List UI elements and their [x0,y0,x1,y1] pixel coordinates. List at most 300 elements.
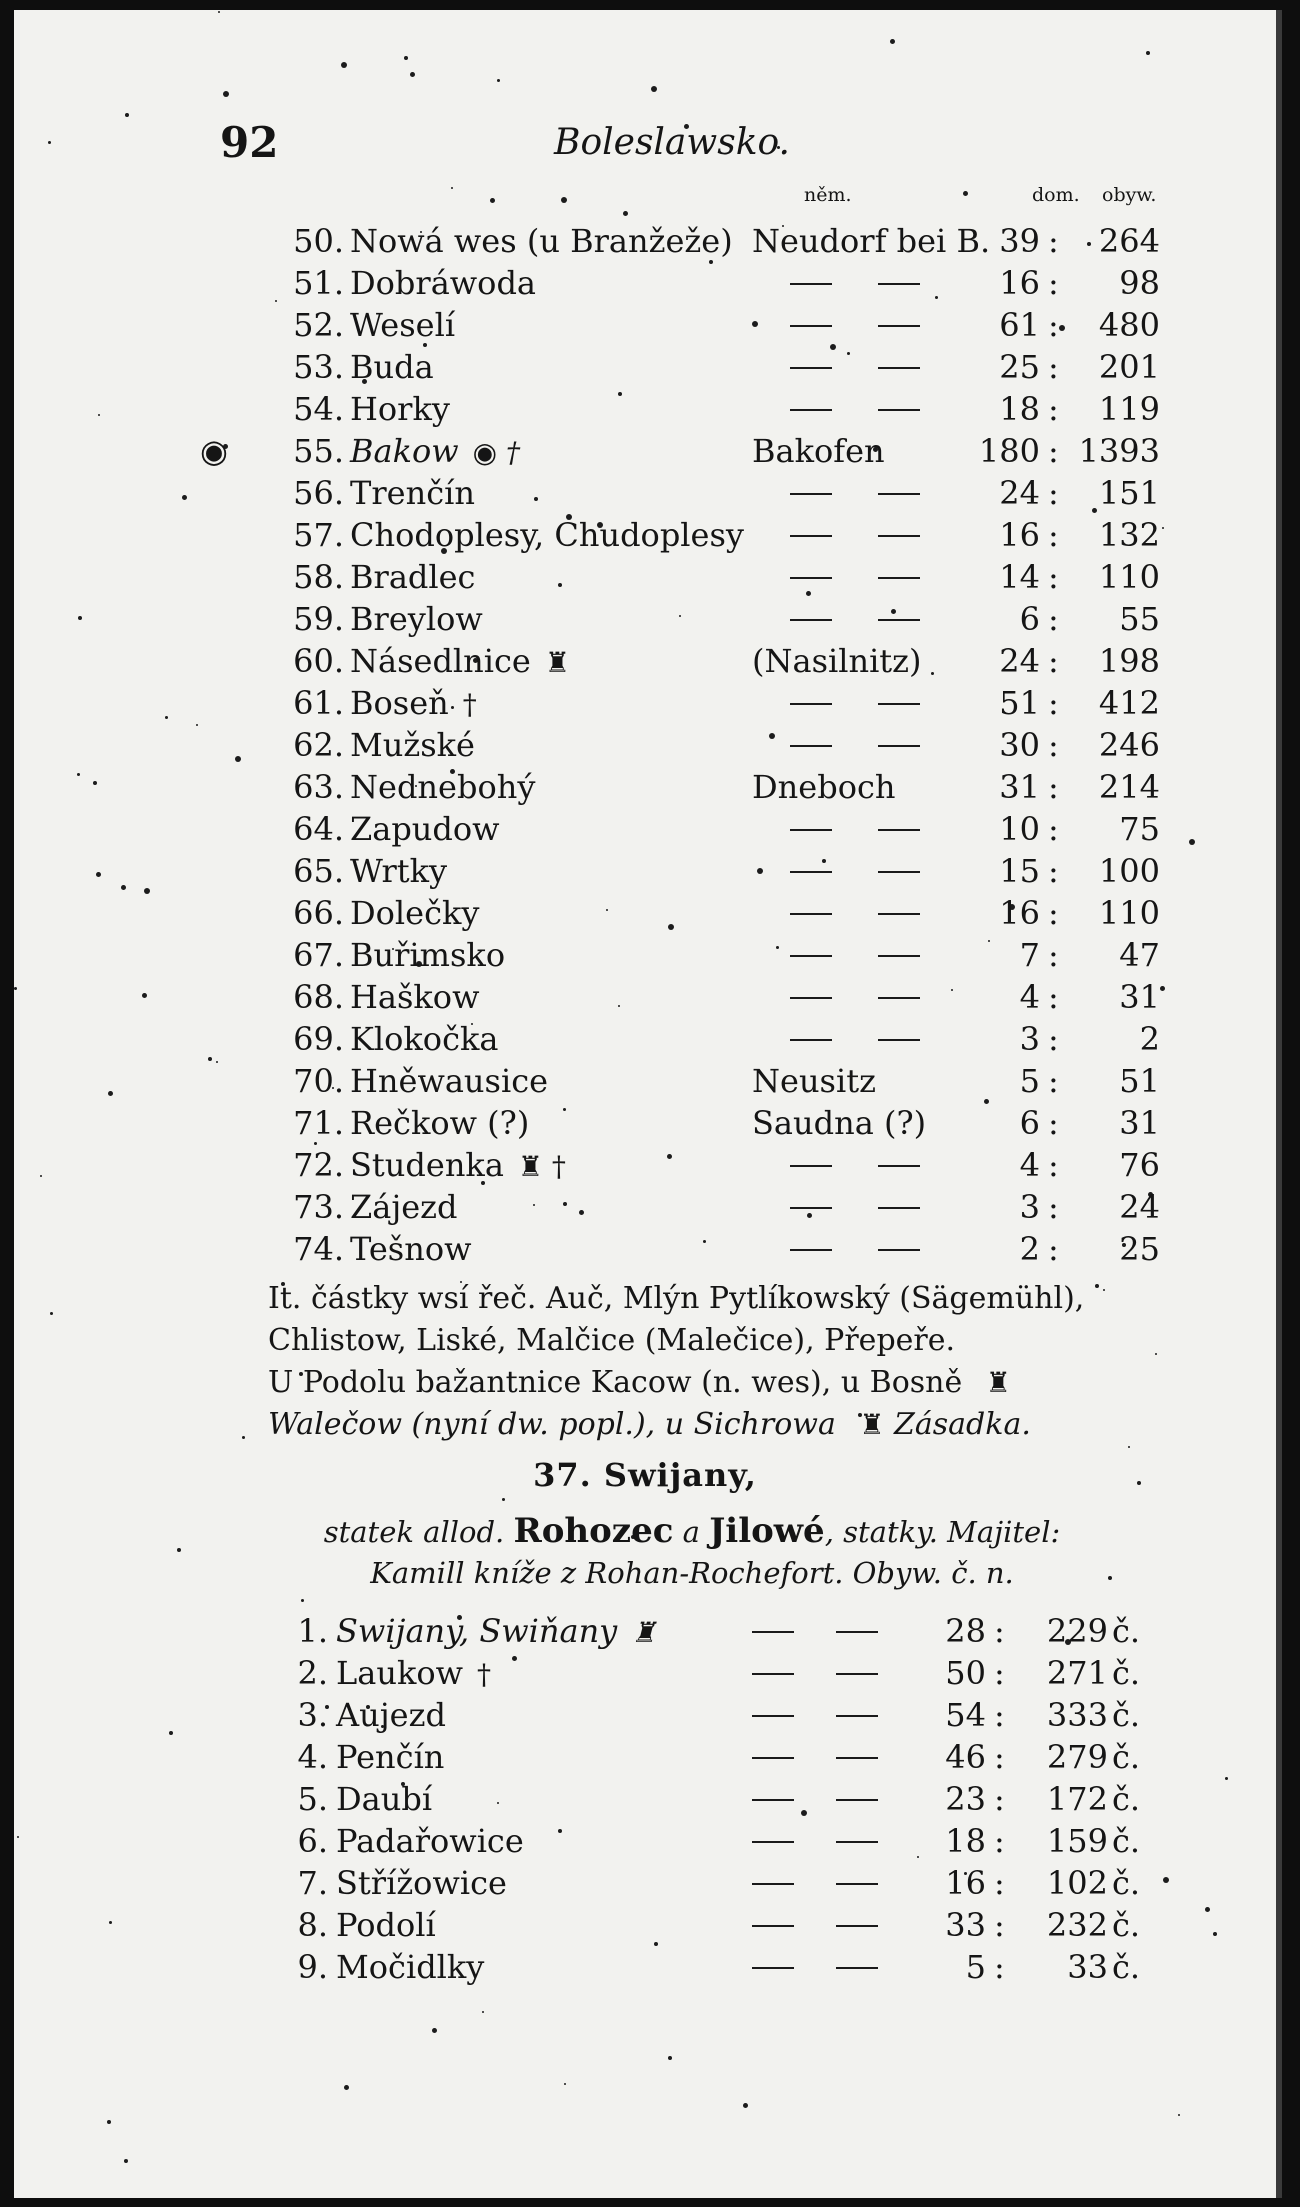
ditto-dash [878,325,920,327]
village-number: 61. [293,684,344,722]
unit-label: č. [1112,1864,1141,1902]
separator: : [1048,348,1059,386]
speck [344,2085,349,2090]
village-row [14,472,1276,514]
marker-icon: ◉ [200,432,228,470]
unit-label: č. [1112,1780,1141,1818]
house-count: 3 [1019,1020,1040,1058]
house-count: 180 [978,432,1040,470]
speck [1155,1353,1157,1355]
unit-label: č. [1112,1612,1141,1650]
ditto-dash [752,1841,794,1843]
village-number: 62. [293,726,344,764]
ditto-dash [790,871,832,873]
village-number: 9. [297,1948,328,1986]
ditto-dash [878,1165,920,1167]
village-row [14,1144,1276,1186]
house-count: 16 [999,264,1040,302]
village-row [14,640,1276,682]
village-row [14,1228,1276,1270]
ditto-dash [790,619,832,621]
village-number: 51. [293,264,344,302]
speck [1146,51,1150,55]
house-count: 6 [1019,600,1040,638]
speck [177,1548,181,1552]
house-count: 2 [1019,1230,1040,1268]
house-count: 23 [945,1780,986,1818]
village-row [14,1018,1276,1060]
speck [890,39,895,44]
village-number: 73. [293,1188,344,1226]
ditto-dash [878,997,920,999]
ditto-dash [790,325,832,327]
inhabitant-count: 75 [1119,810,1160,848]
village-number: 70. [293,1062,344,1100]
speck [743,2103,748,2108]
note-pheasantry-a: U Podolu bažantnice Kacow (n. wes), u Bosně [268,1365,963,1400]
ditto-dash [878,745,920,747]
inhabitant-count: 102 [1046,1864,1108,1902]
house-count: 18 [999,390,1040,428]
separator: : [1048,1146,1059,1184]
house-count: 10 [999,810,1040,848]
village-name: Dobráwoda [350,264,536,302]
village-row [14,514,1276,556]
speck [1128,1446,1130,1448]
house-count: 33 [945,1906,986,1944]
village-name: Haškow [350,978,480,1016]
village-name: Wrtky [350,852,448,890]
speck [125,113,129,117]
swijany-village-list [14,1610,1276,1988]
separator: : [994,1864,1005,1902]
unit-label: č. [1112,1738,1141,1776]
ditto-dash [752,1673,794,1675]
ditto-dash [752,1883,794,1885]
village-name: Studenka ♜ † [350,1144,566,1188]
ditto-dash [878,1249,920,1251]
ditto-dash [752,1757,794,1759]
house-count: 51 [999,684,1040,722]
village-name: Buřimsko [350,936,506,974]
inhabitant-count: 76 [1119,1146,1160,1184]
village-number: 59. [293,600,344,638]
ditto-dash [836,1883,878,1885]
ditto-dash [790,1165,832,1167]
house-count: 6 [1019,1104,1040,1142]
village-name: Chodoplesy, Chudoplesy [350,516,744,554]
village-number: 60. [293,642,344,680]
inhabitant-count: 159 [1046,1822,1108,1860]
ditto-dash [790,493,832,495]
inhabitant-count: 25 [1119,1230,1160,1268]
village-row [14,1904,1276,1946]
village-name: Nednebohý [350,768,536,806]
note-pheasantry [242,1362,1142,1446]
village-name: Aujezd [336,1696,446,1734]
house-count: 16 [945,1864,986,1902]
estate-name-1: Rohozec [513,1511,674,1551]
village-row [14,1186,1276,1228]
separator: : [1048,1230,1059,1268]
village-row [14,1736,1276,1778]
ditto-dash [878,619,920,621]
village-row [14,1778,1276,1820]
village-number: 67. [293,936,344,974]
separator: : [1048,474,1059,512]
village-name: Tešnow [350,1230,472,1268]
separator: : [1048,600,1059,638]
ditto-dash [878,703,920,705]
speck [124,2159,128,2163]
house-count: 16 [999,894,1040,932]
village-number: 1. [297,1612,328,1650]
separator: : [994,1738,1005,1776]
inhabitant-count: 132 [1098,516,1160,554]
village-row [14,1862,1276,1904]
village-row [14,1694,1276,1736]
separator: : [1048,432,1059,470]
separator: : [1048,306,1059,344]
ditto-dash [836,1715,878,1717]
separator: : [994,1696,1005,1734]
separator: : [1048,684,1059,722]
village-number: 65. [293,852,344,890]
page-title: Boleslawsko. [554,122,790,163]
unit-label: č. [1112,1948,1141,1986]
ditto-dash [752,1799,794,1801]
village-name: Buda [350,348,434,386]
village-row [14,976,1276,1018]
inhabitant-count: 279 [1046,1738,1108,1776]
inhabitant-count: 172 [1046,1780,1108,1818]
estate-conjunction: a [682,1515,700,1549]
village-number: 52. [293,306,344,344]
village-row [14,556,1276,598]
village-number: 74. [293,1230,344,1268]
inhabitant-count: 31 [1119,1104,1160,1142]
separator: : [1048,726,1059,764]
house-count: 30 [999,726,1040,764]
village-number: 68. [293,978,344,1016]
ditto-dash [836,1757,878,1759]
village-row [14,850,1276,892]
village-name: Zájezd [350,1188,458,1226]
ditto-dash [790,703,832,705]
ditto-dash [752,1631,794,1633]
village-name: Bradlec [350,558,476,596]
speck [301,1599,304,1602]
speck [497,79,500,82]
inhabitant-count: 214 [1098,768,1160,806]
village-number: 8. [297,1906,328,1944]
village-row [14,682,1276,724]
house-count: 50 [945,1654,986,1692]
house-count: 3 [1019,1188,1040,1226]
separator: : [1048,642,1059,680]
village-name: Močidlky [336,1948,485,1986]
village-number: 57. [293,516,344,554]
ditto-dash [790,535,832,537]
inhabitant-count: 246 [1098,726,1160,764]
unit-label: č. [1112,1696,1141,1734]
ditto-dash [790,997,832,999]
ditto-dash [878,871,920,873]
village-row [14,934,1276,976]
village-number: 4. [297,1738,328,1776]
ditto-dash [790,577,832,579]
house-count: 46 [945,1738,986,1776]
german-name: Dneboch [752,768,896,806]
section-title: 37. Swijany, [533,1456,757,1494]
note-pheasantry-c: Zásadka. [894,1407,1031,1442]
house-count: 24 [999,642,1040,680]
estate-owner-label: , statky. Majitel: [824,1515,1061,1549]
village-number: 5. [297,1780,328,1818]
village-row [14,1610,1276,1652]
house-count: 15 [999,852,1040,890]
ditto-dash [836,1799,878,1801]
village-row [14,430,1276,472]
ditto-dash [878,955,920,957]
village-row [14,808,1276,850]
ditto-dash [790,1249,832,1251]
speck [341,62,347,68]
speck [1178,2114,1180,2116]
ditto-dash [878,1207,920,1209]
house-count: 5 [965,1948,986,1986]
notes-paragraph [242,1278,1142,1446]
house-count: 16 [999,516,1040,554]
village-row [14,1060,1276,1102]
ditto-dash [790,829,832,831]
section-subtitle-2: Kamill kníže z Rohan-Rochefort. Obyw. č. n. [370,1556,1014,1590]
village-row [14,1946,1276,1988]
village-number: 50. [293,222,344,260]
ditto-dash [878,535,920,537]
speck [651,86,657,92]
house-count: 61 [999,306,1040,344]
speck [502,1498,505,1501]
speck [564,2083,566,2085]
village-name: Weselí [350,306,456,344]
separator: : [994,1948,1005,1986]
house-count: 54 [945,1696,986,1734]
village-list [14,220,1276,1270]
separator: : [1048,516,1059,554]
ditto-dash [752,1715,794,1717]
inhabitant-count: 33 [1067,1948,1108,1986]
separator: : [1048,558,1059,596]
village-row [14,892,1276,934]
ditto-dash [878,409,920,411]
inhabitant-count: 2 [1139,1020,1160,1058]
inhabitant-count: 201 [1098,348,1160,386]
ditto-dash [836,1967,878,1969]
speck [432,2028,437,2033]
village-name: Laukow † [336,1652,491,1696]
estate-type: statek allod. [323,1515,505,1549]
ditto-dash [836,1673,878,1675]
village-row [14,1820,1276,1862]
village-name: Bakow ◉ † [350,430,520,474]
inhabitant-count: 412 [1098,684,1160,722]
speck [50,1312,53,1315]
separator: : [1048,1062,1059,1100]
german-name: Saudna (?) [752,1104,927,1142]
house-count: 39 [999,222,1040,260]
speck [218,11,220,13]
separator: : [1048,852,1059,890]
ditto-dash [878,577,920,579]
speck [404,56,408,60]
inhabitant-count: 271 [1046,1654,1108,1692]
german-name: Neusitz [752,1062,876,1100]
unit-label: č. [1112,1822,1141,1860]
village-name: Podolí [336,1906,436,1944]
village-number: 55. [293,432,344,470]
house-count: 4 [1019,1146,1040,1184]
inhabitant-count: 24 [1119,1188,1160,1226]
german-name: Neudorf bei B. [752,222,991,260]
inhabitant-count: 198 [1098,642,1160,680]
symbol-icon: ◉ † [472,436,520,469]
village-row [14,220,1276,262]
village-number: 66. [293,894,344,932]
village-name: Násedlnice ♜ [350,640,570,684]
village-number: 6. [297,1822,328,1860]
inhabitant-count: 110 [1098,894,1160,932]
section-subtitle-1 [242,1510,1142,1553]
separator: : [994,1780,1005,1818]
house-count: 14 [999,558,1040,596]
house-count: 24 [999,474,1040,512]
village-number: 3. [297,1696,328,1734]
german-name: (Nasilnitz) [752,642,922,680]
village-name: Swijany, Swiňany ♜ [336,1610,656,1654]
castle-icon: ♜ [985,1366,1011,1399]
village-name: Rečkow (?) [350,1104,530,1142]
house-count: 5 [1019,1062,1040,1100]
ditto-dash [752,1967,794,1969]
inhabitant-count: 51 [1119,1062,1160,1100]
symbol-icon: ♜ [544,646,570,679]
inhabitant-count: 55 [1119,600,1160,638]
separator: : [1048,264,1059,302]
separator: : [994,1906,1005,1944]
note-localities: It. částky wsí řeč. Auč, Mlýn Pytlíkowský (Sägemühl), Chlistow, Liské, Malčice (Malečice), Přepeře. [268,1281,1085,1358]
village-row [14,598,1276,640]
ditto-dash [878,283,920,285]
village-number: 71. [293,1104,344,1142]
ditto-dash [790,913,832,915]
inhabitant-count: 98 [1119,264,1160,302]
separator: : [1048,810,1059,848]
village-row [14,1102,1276,1144]
ditto-dash [790,409,832,411]
village-row [14,724,1276,766]
separator: : [1048,978,1059,1016]
inhabitant-count: 47 [1119,936,1160,974]
village-name: Horky [350,390,450,428]
speck [223,91,229,97]
village-name: Střížowice [336,1864,507,1902]
village-number: 7. [297,1864,328,1902]
inhabitant-count: 480 [1098,306,1160,344]
symbol-icon: ♜ [631,1616,657,1649]
separator: : [1048,1020,1059,1058]
separator: : [994,1612,1005,1650]
inhabitant-count: 100 [1098,852,1160,890]
inhabitant-count: 119 [1098,390,1160,428]
house-count: 4 [1019,978,1040,1016]
separator: : [1048,894,1059,932]
village-row [14,346,1276,388]
village-name: Daubí [336,1780,433,1818]
village-row [14,304,1276,346]
ditto-dash [836,1841,878,1843]
speck [107,2120,111,2124]
village-row [14,388,1276,430]
separator: : [994,1654,1005,1692]
column-german: něm. [804,184,852,206]
ditto-dash [790,1207,832,1209]
separator: : [1048,390,1059,428]
separator: : [1048,936,1059,974]
inhabitant-count: 31 [1119,978,1160,1016]
speck [623,211,628,216]
village-name: Trenčín [350,474,475,512]
ditto-dash [790,367,832,369]
ditto-dash [878,1039,920,1041]
column-houses: dom. [1032,184,1080,206]
house-count: 18 [945,1822,986,1860]
separator: : [1048,768,1059,806]
house-count: 31 [999,768,1040,806]
village-number: 54. [293,390,344,428]
village-number: 53. [293,348,344,386]
village-number: 58. [293,558,344,596]
village-number: 69. [293,1020,344,1058]
unit-label: č. [1112,1906,1141,1944]
column-headers [14,184,1276,210]
ditto-dash [790,1039,832,1041]
inhabitant-count: 232 [1046,1906,1108,1944]
village-name: Zapudow [350,810,500,848]
village-number: 56. [293,474,344,512]
castle-icon: ♜ [859,1408,885,1441]
page-number: 92 [220,118,279,167]
village-name: Padařowice [336,1822,524,1860]
ditto-dash [878,829,920,831]
village-name: Klokočka [350,1020,499,1058]
speck [482,2011,484,2013]
village-number: 2. [297,1654,328,1692]
estate-name-2: Jilowé [709,1511,825,1551]
book-page [14,10,1282,2198]
village-row [14,766,1276,808]
village-name: Penčín [336,1738,445,1776]
speck [668,2056,672,2060]
symbol-icon: † [476,1658,491,1691]
house-count: 25 [999,348,1040,386]
ditto-dash [790,283,832,285]
inhabitant-count: 110 [1098,558,1160,596]
village-number: 64. [293,810,344,848]
separator: : [1048,222,1059,260]
ditto-dash [790,955,832,957]
village-name: Hněwausice [350,1062,549,1100]
